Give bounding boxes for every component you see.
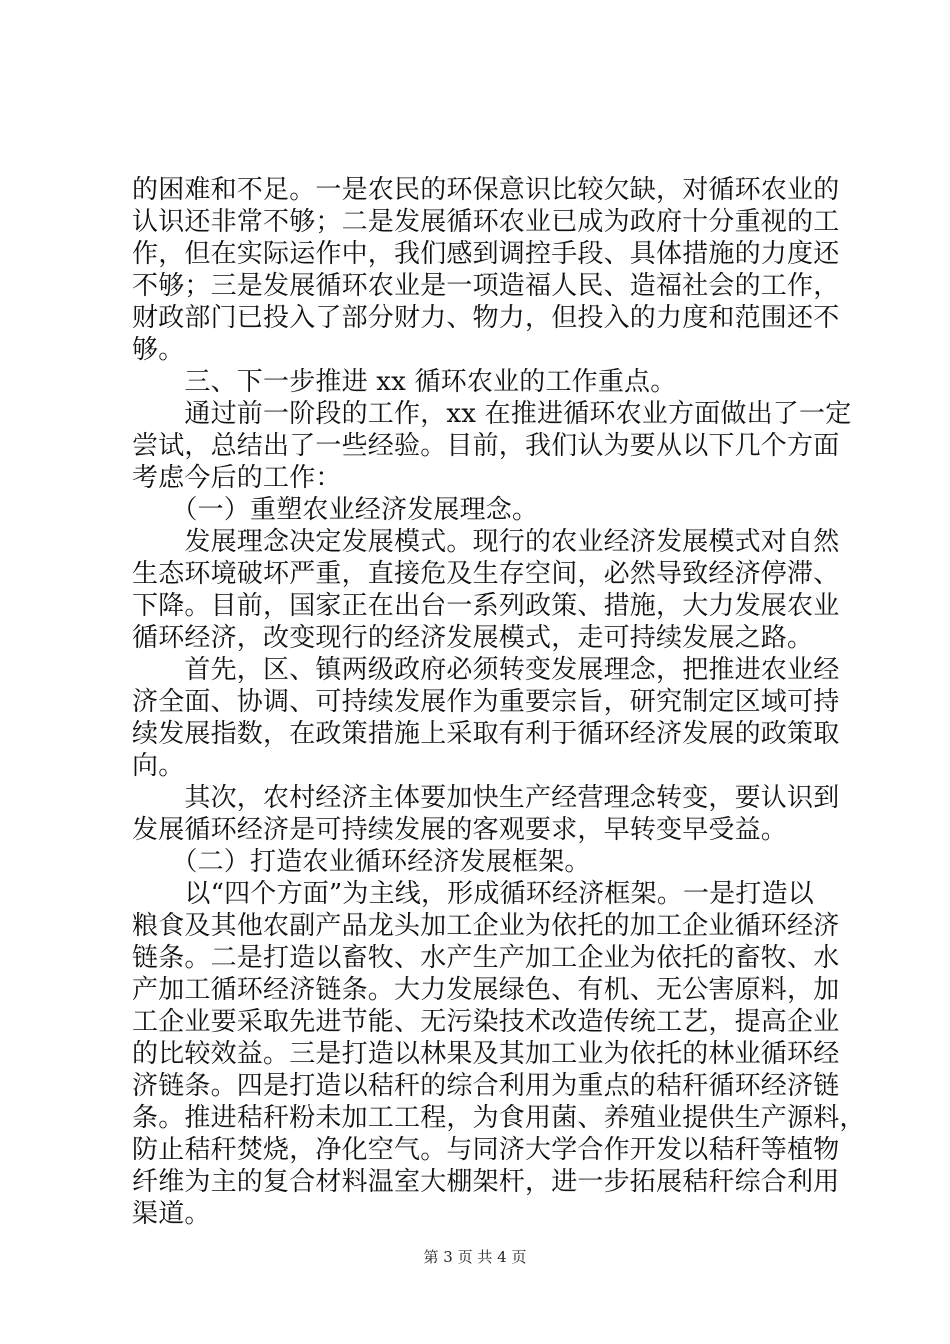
text-line: 尝试，总结出了一些经验。目前，我们认为要从以下几个方面 [132, 431, 840, 461]
subsection-heading: （一）重塑农业经济发展理念。 [132, 495, 539, 525]
text-line: 济链条。四是打造以秸秆的综合利用为重点的秸秆循环经济链 [132, 1071, 840, 1101]
section-heading: 三、下一步推进 xx 循环农业的工作重点。 [132, 367, 677, 397]
text-line: 首先，区、镇两级政府必须转变发展理念，把推进农业经 [132, 655, 840, 685]
text-line: 防止秸秆焚烧，净化空气。与同济大学合作开发以秸秆等植物 [132, 1135, 840, 1165]
text-line: 的困难和不足。一是农民的环保意识比较欠缺，对循环农业的 [132, 175, 840, 205]
text-line: 发展理念决定发展模式。现行的农业经济发展模式对自然 [132, 527, 840, 557]
text-line: 纤维为主的复合材料温室大棚架杆，进一步拓展秸秆综合利用 [132, 1167, 840, 1197]
text-line: 考虑今后的工作： [132, 463, 342, 493]
text-line: 链条。二是打造以畜牧、水产生产加工企业为依托的畜牧、水 [132, 943, 840, 973]
text-line: 财政部门已投入了部分财力、物力，但投入的力度和范围还不 [132, 303, 840, 333]
text-line: 粮食及其他农副产品龙头加工企业为依托的加工企业循环经济 [132, 911, 840, 941]
text-line: 的比较效益。三是打造以林果及其加工业为依托的林业循环经 [132, 1039, 840, 1069]
text-line: 续发展指数，在政策措施上采取有利于循环经济发展的政策取 [132, 719, 840, 749]
text-line: 产加工循环经济链条。大力发展绿色、有机、无公害原料，加 [132, 975, 840, 1005]
text-line: 其次，农村经济主体要加快生产经营理念转变，要认识到 [132, 783, 840, 813]
subsection-heading: （二）打造农业循环经济发展框架。 [132, 847, 591, 877]
text-line: 工企业要采取先进节能、无污染技术改造传统工艺，提高企业 [132, 1007, 840, 1037]
text-line: 下降。目前，国家正在出台一系列政策、措施，大力发展农业 [132, 591, 840, 621]
text-line: 通过前一阶段的工作，xx 在推进循环农业方面做出了一定 [132, 399, 852, 429]
text-line: 渠道。 [132, 1199, 211, 1229]
text-line: 以“四个方面”为主线，形成循环经济框架。一是打造以 [132, 879, 814, 909]
text-line: 认识还非常不够；二是发展循环农业已成为政府十分重视的工 [132, 207, 840, 237]
text-line: 不够；三是发展循环农业是一项造福人民、造福社会的工作， [132, 271, 840, 301]
page-number-footer: 第 3 页 共 4 页 [423, 1248, 527, 1266]
text-line: 发展循环经济是可持续发展的客观要求，早转变早受益。 [132, 815, 788, 845]
text-line: 循环经济，改变现行的经济发展模式，走可持续发展之路。 [132, 623, 814, 653]
text-line: 济全面、协调、可持续发展作为重要宗旨，研究制定区域可持 [132, 687, 840, 717]
text-line: 作，但在实际运作中，我们感到调控手段、具体措施的力度还 [132, 239, 840, 269]
text-line: 向。 [132, 751, 185, 781]
text-line: 够。 [132, 335, 185, 365]
text-line: 条。推进秸秆粉未加工工程，为食用菌、养殖业提供生产源料， [132, 1103, 866, 1133]
text-line: 生态环境破坏严重，直接危及生存空间，必然导致经济停滞、 [132, 559, 840, 589]
